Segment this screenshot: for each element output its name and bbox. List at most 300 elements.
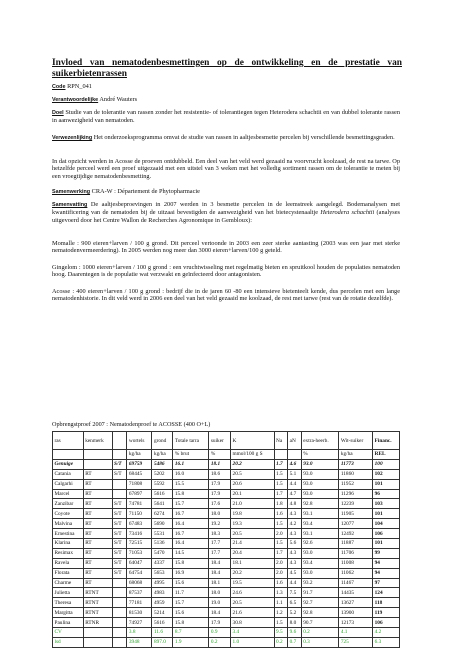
table-cell: 69759: [127, 459, 152, 469]
table-cell: 4.3: [288, 529, 302, 539]
table-cell: Ernestina: [53, 529, 84, 539]
doel-paragraph: [52, 109, 400, 125]
table-cell: K: [231, 432, 275, 450]
table-cell: 93.0: [301, 469, 339, 479]
table-cell: kg/ha: [339, 450, 373, 460]
table-cell: RT: [83, 469, 112, 479]
table-cell: 93.0: [301, 459, 339, 469]
table-cell: 20.2: [231, 459, 275, 469]
table-cell: 21.0: [231, 499, 275, 509]
table-cell: [112, 578, 127, 588]
table-row: [53, 608, 400, 618]
table-row-cv: [53, 628, 400, 638]
table-cell: 0.2: [274, 637, 288, 647]
table-cell: Zanzibar: [53, 499, 84, 509]
table-cell: 14.5: [173, 548, 209, 558]
table-cell: wortels: [127, 432, 152, 450]
table-cell: [112, 479, 127, 489]
table-cell: 14435: [339, 588, 373, 598]
table-cell: 17.7: [209, 539, 231, 549]
table-cell: RT: [83, 529, 112, 539]
table-cell: 101: [373, 539, 400, 549]
table-cell: 64047: [127, 558, 152, 568]
yield-table: [52, 431, 400, 648]
table-cell: 15.8: [173, 618, 209, 628]
table-cell: 4983: [152, 588, 173, 598]
table-cell: 106: [373, 529, 400, 539]
table-cell: 16.9: [173, 568, 209, 578]
table-cell: [112, 637, 127, 647]
table-cell: 2.0: [274, 529, 288, 539]
doel-text: Studie van de tolerantie van rassen zonder het resistentie- of tolerantiegen tegen Heterodera schachtii en van dubbel tolerante rassen in aanwezigheid van nematoden.: [52, 109, 400, 125]
table-cell: S/T: [112, 519, 127, 529]
table-row: [53, 558, 400, 568]
table-cell: 4.6: [288, 459, 302, 469]
table-cell: 20.1: [231, 489, 275, 499]
table-cell: 5470: [152, 548, 173, 558]
table-cell: 92.6: [301, 539, 339, 549]
table-cell: 106: [373, 618, 400, 628]
table-cell: Ravela: [53, 558, 84, 568]
table-cell: Florata: [53, 568, 84, 578]
table-cell: 2.0: [274, 558, 288, 568]
table-cell: 16.7: [173, 509, 209, 519]
table-cell: 71808: [127, 479, 152, 489]
table-row: [53, 578, 400, 588]
table-cell: 1.8: [274, 499, 288, 509]
table-cell: 64754: [127, 568, 152, 578]
table-cell: 11905: [339, 509, 373, 519]
table-cell: 1.1: [274, 598, 288, 608]
table-cell: 17.7: [209, 548, 231, 558]
samenwerking-value: CRA-W : Département de Phytopharmacie: [91, 188, 200, 195]
table-cell: S/T: [112, 548, 127, 558]
table-cell: Resimax: [53, 548, 84, 558]
table-row: [53, 469, 400, 479]
verantwoordelijke-value: André Wauters: [99, 96, 138, 103]
doel-label: Doel: [52, 110, 64, 116]
table-cell: ras: [53, 432, 84, 450]
table-cell: 92.8: [301, 608, 339, 618]
table-cell: 1.3: [274, 588, 288, 598]
table-cell: 81530: [127, 608, 152, 618]
table-cell: 5616: [152, 489, 173, 499]
table-row: [53, 479, 400, 489]
table-cell: 11860: [339, 469, 373, 479]
table-cell: RTNT: [83, 588, 112, 598]
samenvatting-paragraph: [52, 201, 400, 224]
samenwerking-label: Samenwerking: [52, 189, 91, 195]
table-cell: RT: [83, 519, 112, 529]
table-cell: Marcel: [53, 489, 84, 499]
table-row: [53, 529, 400, 539]
document-title: Invloed van nematodenbesmettingen op de ontwikkeling en de prestatie van suikerbietenrassen: [52, 58, 402, 79]
table-cell: 2.0: [274, 568, 288, 578]
table-cell: 1.5: [274, 469, 288, 479]
table-cell: Catania: [53, 469, 84, 479]
table-cell: Financ.: [373, 432, 400, 450]
table-cell: [112, 588, 127, 598]
table-cell: 73416: [127, 529, 152, 539]
table-cell: 9.5: [274, 628, 288, 638]
table-cell: [112, 628, 127, 638]
table-cell: 5.6: [288, 539, 302, 549]
table-cell: 11.7: [173, 588, 209, 598]
samenvatting-label: Samenvatting: [52, 202, 88, 208]
table-cell: 1.9: [173, 637, 209, 647]
table-cell: Coyote: [53, 509, 84, 519]
table-cell: 5653: [152, 568, 173, 578]
table-cell: 20.5: [231, 529, 275, 539]
table-row: [53, 499, 400, 509]
table-cell: 18.4: [209, 568, 231, 578]
table-cell: RT: [83, 578, 112, 588]
table-cell: 3.8: [127, 628, 152, 638]
table-cell: 21.4: [231, 539, 275, 549]
table-cell: RTNR: [83, 618, 112, 628]
table-cell: REL: [373, 450, 400, 460]
table-cell: 18.3: [209, 529, 231, 539]
gingelom-paragraph: Gingelom : 1000 eieren+larven / 100 g grond : een vruchtwisseling met regelmatig bieten en spruitkool houden de populaties nematoden hoog. Daarentegen is de populatie wat verzwakt en geïnfecteerd door antagonisten.: [52, 264, 400, 279]
table-cell: 16.4: [173, 519, 209, 529]
table-cell: [112, 608, 127, 618]
table-cell: RT: [83, 539, 112, 549]
table-cell: 0.2: [209, 637, 231, 647]
table-cell: Genuige: [53, 459, 84, 469]
table-cell: 4.5: [288, 568, 302, 578]
table-cell: 17.6: [209, 499, 231, 509]
table-cell: mmol/100 g S: [231, 450, 275, 460]
table-caption: Opbrengstproef 2007 : Nematodenproef te ACOSSE (400 O+L): [52, 421, 211, 428]
table-cell: 5486: [152, 459, 173, 469]
species-name: Heterodera schachtii: [320, 209, 375, 217]
table-cell: grond: [152, 432, 173, 450]
table-cell: 1.6: [274, 509, 288, 519]
verantwoordelijke-line: [52, 96, 400, 104]
table-cell: 97: [373, 578, 400, 588]
table-cell: 100: [373, 459, 400, 469]
table-cell: 93.2: [301, 578, 339, 588]
table-cell: 16.0: [173, 469, 209, 479]
table-cell: 3948: [127, 637, 152, 647]
table-cell: 5214: [152, 608, 173, 618]
table-cell: 11008: [339, 558, 373, 568]
table-cell: 1.7: [274, 459, 288, 469]
table-cell: 19.0: [209, 598, 231, 608]
table-cell: % brut: [173, 450, 209, 460]
table-cell: 0.7: [288, 637, 302, 647]
table-cell: 24.6: [231, 588, 275, 598]
table-cell: Klarina: [53, 539, 84, 549]
table-cell: 18.4: [209, 608, 231, 618]
table-cell: 94: [373, 558, 400, 568]
table-header-row: [53, 432, 400, 450]
table-cell: 18.1: [209, 459, 231, 469]
table-cell: RTNT: [83, 608, 112, 618]
table-cell: 74927: [127, 618, 152, 628]
table-row: [53, 598, 400, 608]
table-cell: 11296: [339, 489, 373, 499]
table-cell: 96: [373, 489, 400, 499]
table-cell: 1.7: [274, 548, 288, 558]
table-cell: 18.0: [209, 588, 231, 598]
table-cell: 725: [339, 637, 373, 647]
table-cell: 6274: [152, 509, 173, 519]
table-cell: 12239: [339, 499, 373, 509]
table-cell: 17.9: [209, 489, 231, 499]
table-cell: 3.4: [231, 628, 275, 638]
table-cell: 90.7: [301, 618, 339, 628]
table-units-row: [53, 450, 400, 460]
table-cell: 92.8: [301, 499, 339, 509]
table-cell: [83, 459, 112, 469]
table-cell: 16.7: [173, 529, 209, 539]
table-row: [53, 568, 400, 578]
table-cell: [288, 450, 302, 460]
table-cell: S/T: [112, 568, 127, 578]
table-cell: 19.3: [231, 519, 275, 529]
table-cell: 4.8: [288, 499, 302, 509]
table-cell: 6.3: [373, 637, 400, 647]
table-cell: 1.5: [274, 539, 288, 549]
code-value: RPN_041: [67, 83, 92, 90]
table-cell: 1.7: [274, 489, 288, 499]
table-cell: 93.0: [301, 479, 339, 489]
table-cell: 5690: [152, 519, 173, 529]
table-cell: 13900: [339, 608, 373, 618]
table-cell: 93.4: [301, 519, 339, 529]
table-cell: 20.2: [231, 568, 275, 578]
table-cell: 4.1: [339, 628, 373, 638]
table-cell: 0.2: [301, 628, 339, 638]
table-cell: 94: [373, 568, 400, 578]
table-cell: S/T: [112, 529, 127, 539]
table-cell: 8.0: [288, 618, 302, 628]
samenvatting-text-a: De aaltjesbeproevingen in 2007 werden in 3 besmette percelen in de leemstreek aangelegd. Bodemanalysen met kwantificering van de nematoden bij de uitzaai bevestigden de aanwezigheid van het bietecystenaaltje: [52, 201, 400, 217]
table-cell: Theresa: [53, 598, 84, 608]
table-cell: 0.9: [209, 628, 231, 638]
table-cell: 71053: [127, 548, 152, 558]
table-cell: 15.8: [173, 558, 209, 568]
table-row-genuige: [53, 459, 400, 469]
table-cell: 19.2: [209, 519, 231, 529]
table-cell: 4.3: [288, 509, 302, 519]
table-cell: 4.2: [373, 628, 400, 638]
code-label: Code: [52, 84, 66, 90]
table-cell: 11.6: [152, 628, 173, 638]
table-cell: 102: [373, 469, 400, 479]
acosse-intro-paragraph: In dat opzicht werden in Acosse de proeven ontdubbeld. Een deel van het veld werd gezaaid na voorvrucht koolzaad, de rest na tarwe. Op hetzelfde perceel werd een proef uitgezaaid met een uitstel van 3 weken met het volledig sortiment rassen om de tolerantie te meten bij een vroegtijdige nematodenbesmetting.: [52, 158, 400, 180]
table-row: [53, 548, 400, 558]
table-cell: 104: [373, 519, 400, 529]
table-cell: 12492: [339, 529, 373, 539]
table-cell: 1.0: [231, 637, 275, 647]
table-row: [53, 588, 400, 598]
table-cell: 12077: [339, 519, 373, 529]
table-cell: 92.7: [301, 598, 339, 608]
table-cell: 20.4: [231, 548, 275, 558]
table-cell: 11706: [339, 548, 373, 558]
table-cell: 20.6: [231, 479, 275, 489]
table-cell: 71150: [127, 509, 152, 519]
table-cell: 4.7: [288, 489, 302, 499]
table-cell: 18.4: [209, 558, 231, 568]
table-cell: 15.5: [173, 479, 209, 489]
table-cell: 1.5: [274, 519, 288, 529]
table-cell: 5616: [152, 618, 173, 628]
table-cell: 4.4: [288, 479, 302, 489]
table-cell: 101: [373, 509, 400, 519]
table-cell: RT: [83, 548, 112, 558]
table-cell: [53, 450, 84, 460]
table-cell: 9.6: [288, 628, 302, 638]
table-cell: RT: [83, 568, 112, 578]
table-cell: 124: [373, 588, 400, 598]
table-cell: 20.5: [231, 469, 275, 479]
samenvatting-text-b: (analyses uitgevoerd door het Centre Wallon de Recherches Agronomique in Gembloux):: [52, 209, 400, 224]
table-row: [53, 618, 400, 628]
table-cell: 5641: [152, 499, 173, 509]
table-cell: 17.9: [209, 618, 231, 628]
table-cell: [274, 450, 288, 460]
table-cell: kg/ha: [152, 450, 173, 460]
table-cell: 11062: [339, 568, 373, 578]
table-cell: 6.5: [288, 598, 302, 608]
table-cell: Julietta: [53, 588, 84, 598]
table-cell: 119: [373, 608, 400, 618]
table-cell: 11952: [339, 479, 373, 489]
table-cell: 91.7: [301, 588, 339, 598]
table-cell: 4.4: [288, 578, 302, 588]
table-cell: 4.3: [288, 548, 302, 558]
yield-table-body: [53, 432, 400, 648]
table-cell: 30.8: [231, 618, 275, 628]
table-cell: 17.9: [209, 479, 231, 489]
table-cell: Na: [274, 432, 288, 450]
table-cell: S/T: [112, 509, 127, 519]
table-cell: [83, 637, 112, 647]
table-cell: 1.5: [274, 618, 288, 628]
table-cell: Malvina: [53, 519, 84, 529]
table-cell: 5136: [152, 539, 173, 549]
table-cell: 18.1: [209, 578, 231, 588]
table-cell: [112, 432, 127, 450]
table-cell: 1.2: [274, 608, 288, 618]
table-cell: kenmerk: [83, 432, 112, 450]
table-cell: S/T: [112, 539, 127, 549]
table-cell: 93.4: [301, 558, 339, 568]
table-cell: RT: [83, 489, 112, 499]
table-cell: 93.0: [301, 568, 339, 578]
table-cell: CV: [53, 628, 84, 638]
table-cell: kg/ha: [127, 450, 152, 460]
table-cell: RT: [83, 499, 112, 509]
acosse-paragraph: Acosse : 400 eieren+larven / 100 g grond : bedrijf die in de jaren 60 -80 een intensieve bietenteelt kende, dus percelen met een lange nematodenhistorie. In dit veld werd in 2006 een deel van het veld gezaaid me koolzaad, de rest met tarwe (rest van de rotatie dezelfde).: [52, 288, 400, 303]
table-row: [53, 519, 400, 529]
table-cell: 72515: [127, 539, 152, 549]
table-cell: 18.0: [209, 509, 231, 519]
table-cell: 15.7: [173, 598, 209, 608]
table-cell: 15.7: [173, 499, 209, 509]
table-cell: 18.6: [209, 469, 231, 479]
table-cell: 19.5: [231, 578, 275, 588]
table-cell: Margitta: [53, 608, 84, 618]
table-cell: 4337: [152, 558, 173, 568]
table-cell: 19.8: [231, 509, 275, 519]
table-cell: [112, 598, 127, 608]
verwezenlijking-label: Verwezenlijking: [52, 135, 93, 141]
table-cell: [83, 628, 112, 638]
table-cell: 4.2: [288, 519, 302, 529]
samenwerking-line: [52, 188, 400, 196]
table-cell: 93.0: [301, 489, 339, 499]
table-cell: 13627: [339, 598, 373, 608]
table-cell: 5.2: [288, 608, 302, 618]
table-cell: extra-heerb.: [301, 432, 339, 450]
table-row-lsd: [53, 637, 400, 647]
table-cell: [112, 450, 127, 460]
verwezenlijking-text: Het onderzoeksprogramma omvat de studie van rassen in aaltjesbesmette percelen bij verschillende besmettingsgraden.: [93, 134, 395, 141]
table-cell: RT: [83, 479, 112, 489]
table-cell: 11773: [339, 459, 373, 469]
code-line: [52, 83, 400, 91]
table-cell: 12173: [339, 618, 373, 628]
table-cell: 1.5: [274, 479, 288, 489]
table-cell: aN: [288, 432, 302, 450]
table-cell: 15.8: [173, 489, 209, 499]
table-cell: 1.6: [274, 578, 288, 588]
table-cell: 4959: [152, 598, 173, 608]
table-cell: 103: [373, 499, 400, 509]
table-cell: 68445: [127, 469, 152, 479]
table-cell: 118: [373, 598, 400, 608]
verantwoordelijke-label: Verantwoordelijke: [52, 97, 99, 103]
table-cell: S/T: [112, 459, 127, 469]
table-cell: 15.6: [173, 608, 209, 618]
table-cell: 68068: [127, 578, 152, 588]
table-cell: %: [301, 450, 339, 460]
table-row: [53, 509, 400, 519]
table-cell: Wit-suiker: [339, 432, 373, 450]
table-cell: 99: [373, 548, 400, 558]
table-cell: 11887: [339, 539, 373, 549]
table-cell: 87537: [127, 588, 152, 598]
table-cell: 16.4: [173, 539, 209, 549]
table-cell: 93.1: [301, 529, 339, 539]
table-cell: 4.3: [288, 558, 302, 568]
table-cell: RT: [83, 509, 112, 519]
table-cell: 18.1: [231, 558, 275, 568]
table-cell: Calgarhi: [53, 479, 84, 489]
table-cell: 20.5: [231, 598, 275, 608]
table-cell: 16.1: [173, 459, 209, 469]
table-cell: 101: [373, 479, 400, 489]
table-cell: suiker: [209, 432, 231, 450]
table-cell: 5202: [152, 469, 173, 479]
table-cell: Charme: [53, 578, 84, 588]
table-cell: 8.7: [173, 628, 209, 638]
table-cell: 11467: [339, 578, 373, 588]
table-cell: 4995: [152, 578, 173, 588]
table-cell: S/T: [112, 499, 127, 509]
table-cell: Paulina: [53, 618, 84, 628]
table-cell: lsd: [53, 637, 84, 647]
table-row: [53, 489, 400, 499]
verwezenlijking-paragraph: [52, 134, 400, 142]
table-cell: 77181: [127, 598, 152, 608]
table-cell: 5.1: [288, 469, 302, 479]
table-cell: [112, 489, 127, 499]
